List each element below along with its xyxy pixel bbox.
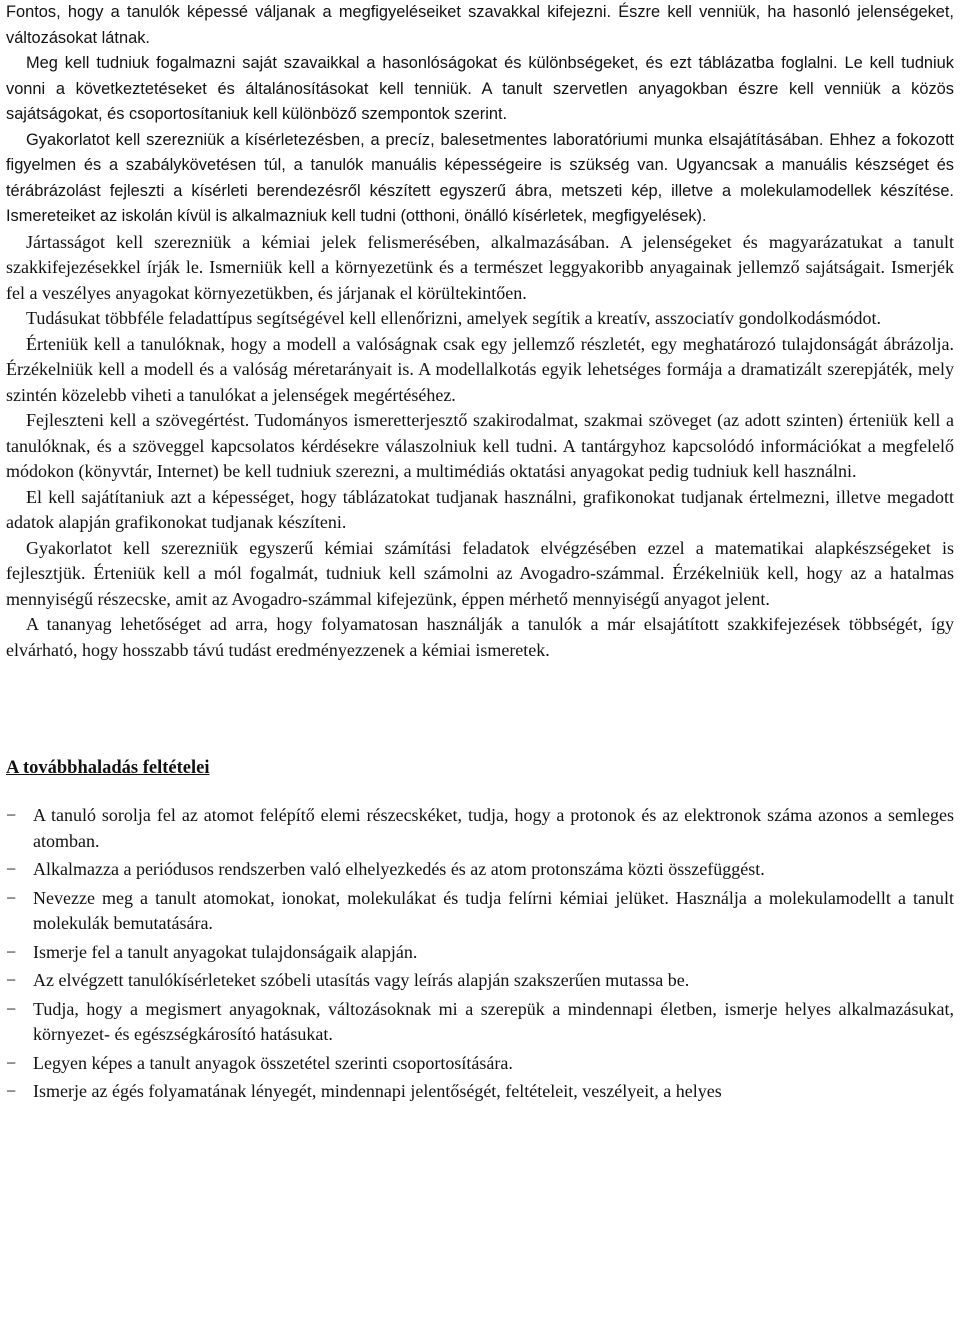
paragraph-calculations: Gyakorlatot kell szerezniük egyszerű kémiai számítási feladatok elvégzésében ezzel a matematikai alapkészségeket is fejlesztjük. Érteniük kell a mól fogalmát, tudniuk kell számolni az Avogadro-számmal. Érzékelniük kell, hogy az a hatalmas mennyiségű részecske, amit az Avogadro-számmal kifejezünk, éppen mérhető mennyiségű anyagot jelent. (6, 537, 954, 609)
section-spacer (6, 663, 954, 755)
list-item-text: Tudja, hogy a megismert anyagoknak, változásoknak mi a szerepük a mindennapi életben, ismerje helyes alkalmazásukat, környezet- és egészségkárosító hatásukat. (33, 998, 954, 1044)
paragraph-models: Érteniük kell a tanulóknak, hogy a modell a valóságnak csak egy jellemző részletét, egy meghatározó tulajdonságát ábrázolja. Érzékelniük kell a modell és a valóság méretarányait is. A modellalkotás egyik lehetséges formája a dramatizált szerepjáték, mely szintén közelebb viheti a tanulókat a jelenségek megértéséhez. (6, 333, 954, 405)
paragraph-tables-graphs: El kell sajátítaniuk azt a képességet, hogy táblázatokat tudjanak használni, grafikonokat tudjanak értelmezni, illetve megadott adatok alapján grafikonokat tudjanak készíteni. (6, 486, 954, 532)
dash-bullet-icon: − (6, 887, 17, 908)
paragraph-terminology: A tananyag lehetőséget ad arra, hogy folyamatosan használják a tanulók a már elsajátított szakkifejezések többségét, így elvárható, hogy hosszabb távú tudást eredményezzenek a kémiai ismeretek. (6, 614, 954, 660)
list-item-text: Legyen képes a tanult anyagok összetétel szerinti csoportosítására. (33, 1052, 513, 1073)
list-item (6, 968, 954, 994)
list-item (6, 857, 954, 883)
list-item-text: A tanuló sorolja fel az atomot felépítő elemi részecskéket, tudja, hogy a protonok és az elektronok száma azonos a semleges atomban. (33, 805, 954, 851)
list-item (6, 803, 954, 854)
section-heading: A továbbhaladás feltételei (6, 758, 210, 778)
paragraph-observation: Fontos, hogy a tanulók képessé váljanak a megfigyeléseiket szavakkal kifejezni. Észre kell venniük, ha hasonló jelenségeket, változásokat látnak. (6, 3, 954, 47)
list-item-text: Alkalmazza a periódusos rendszerben való elhelyezkedés és az atom protonszáma közti összefüggést. (33, 859, 765, 879)
dash-bullet-icon: − (6, 998, 17, 1019)
paragraph-chemical-symbols: Jártasságot kell szerezniük a kémiai jelek felismerésében, alkalmazásában. A jelenségeket és magyarázatukat a tanult szakkifejezésekkel írják le. Ismerniük kell a környezetünk és a természet leggyakoribb anyagainak jellemző sajátságait. Ismerjék fel a veszélyes anyagokat környezetükben, és járjanak el körültekintően. (6, 231, 954, 303)
paragraph-reading-comprehension: Fejleszteni kell a szövegértést. Tudományos ismeretterjesztő szakirodalmat, szakmai szöveget (az adott szinten) érteniük kell a tanulóknak, és a szöveggel kapcsolatos kérdésekre válaszolniuk kell tudni. A tantárgyhoz kapcsolódó információkat a megfelelő módokon (könyvtár, Internet) be kell tudniuk szerezni, a multimédiás oktatási anyagokat pedig tudniuk kell használni. (6, 410, 954, 481)
list-item-text: Nevezze meg a tanult atomokat, ionokat, molekulákat és tudja felírni kémiai jelüket. Használja a molekulamodellt a tanult molekulák bemutatására. (33, 887, 954, 933)
dash-bullet-icon: − (6, 1052, 17, 1073)
paragraph-experiments: Gyakorlatot kell szerezniük a kísérletezésben, a precíz, balesetmentes laboratóriumi munka elsajátításában. Ehhez a fokozott figyelmen és a szabálykövetésen túl, a tanulók manuális képességeire is szükség van. Ugyancsak a manuális készséget és térábrázolást fejleszti a kísérleti berendezésről készített egyszerű ábra, metszeti kép, illetve a molekulamodellek készítése. Ismereteiket az iskolán kívül is alkalmazniuk kell tudni (otthoni, önálló kísérletek, megfigyelések). (6, 130, 954, 225)
list-item (6, 1051, 954, 1077)
list-item (6, 940, 954, 966)
list-item-text: Az elvégzett tanulókísérleteket szóbeli utasítás vagy leírás alapján szakszerűen mutassa be. (33, 970, 690, 990)
list-item-text: Ismerje fel a tanult anyagokat tulajdonságaik alapján. (33, 941, 418, 962)
document-page (6, 0, 954, 1108)
dash-bullet-icon: − (6, 805, 17, 825)
paragraph-assessment: Tudásukat többféle feladattípus segítségével kell ellenőrizni, amelyek segítik a kreatív, asszociatív gondolkodásmódot. (26, 308, 881, 328)
list-item (6, 886, 954, 937)
dash-bullet-icon: − (6, 1081, 17, 1101)
list-item-text: Ismerje az égés folyamatának lényegét, mindennapi jelentőségét, feltételeit, veszélyeit, a helyes (33, 1081, 722, 1101)
list-item (6, 1079, 954, 1105)
paragraph-comparison: Meg kell tudniuk fogalmazni saját szavaikkal a hasonlóságokat és különbségeket, és ezt táblázatba foglalni. Le kell tudniuk vonni a következtetéseket és általánosításokat kell tenniük. A tanult szervetlen anyagokban észre kell venniük a közös sajátságokat, és csoportosítaniuk kell különböző szempontok szerint. (6, 54, 954, 123)
requirements-list (6, 803, 954, 1105)
list-item (6, 997, 954, 1048)
dash-bullet-icon: − (6, 859, 17, 879)
dash-bullet-icon: − (6, 941, 17, 962)
dash-bullet-icon: − (6, 970, 17, 990)
